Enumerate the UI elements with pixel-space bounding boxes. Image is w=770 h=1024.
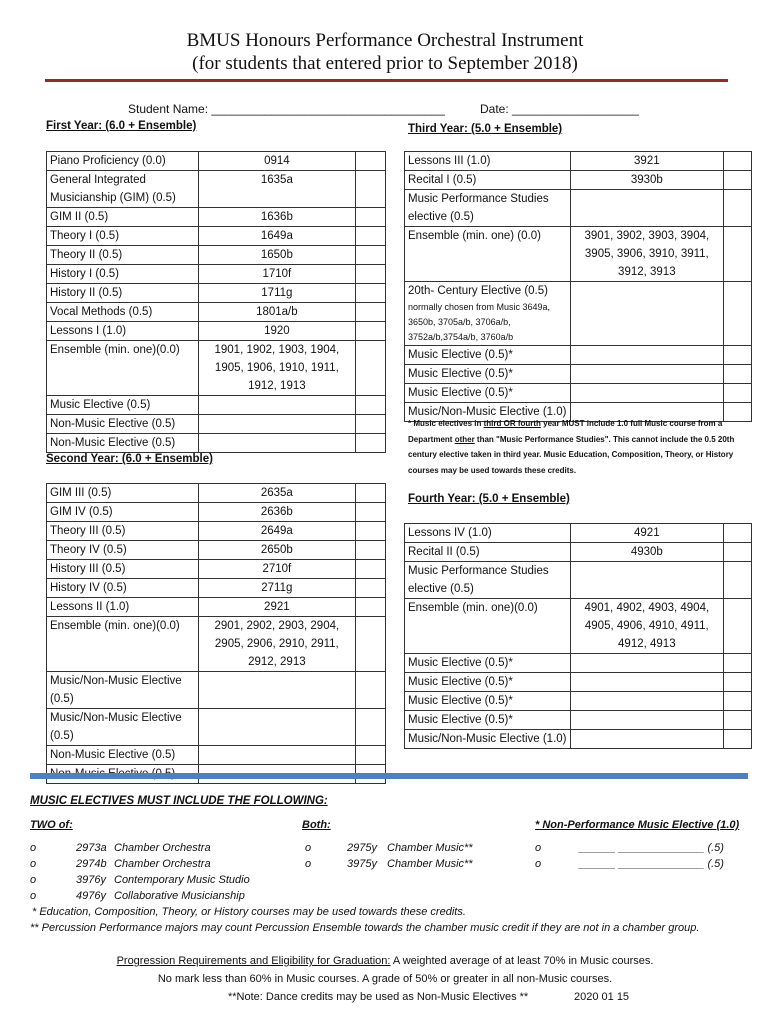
course-name [405, 190, 571, 227]
completion-box[interactable] [724, 599, 752, 654]
course-row [47, 434, 386, 453]
course-row [47, 503, 386, 522]
course-row [405, 190, 752, 227]
completion-box[interactable] [356, 246, 386, 265]
course-row [47, 522, 386, 541]
course-code: 3930b [570, 171, 723, 190]
elective-code: 3975y [347, 858, 377, 870]
completion-box[interactable] [724, 190, 752, 227]
course-label: 20th- Century Elective (0.5) [408, 285, 548, 297]
course-label: Theory III (0.5) [50, 525, 126, 537]
course-row [47, 579, 386, 598]
title-line-1: BMUS Honours Performance Orchestral Instrument [186, 30, 584, 51]
course-label: Non-Music Elective (0.5) [50, 418, 176, 430]
course-name [47, 341, 199, 396]
course-label: Lessons II (1.0) [50, 601, 130, 613]
elective-name: Chamber Music** [387, 858, 473, 870]
elective-name: Chamber Music** [387, 842, 473, 854]
course-row [47, 598, 386, 617]
course-name [405, 654, 571, 673]
course-label: Ensemble (min. one)(0.0) [50, 620, 180, 632]
course-label: Music Performance Studies elective (0.5) [408, 193, 549, 223]
course-name [47, 227, 199, 246]
bullet: o [30, 842, 37, 854]
course-code: 3901, 3902, 3903, 3904, 3905, 3906, 3910, 3911, 3912, 3913 [570, 227, 723, 282]
completion-box[interactable] [356, 598, 386, 617]
completion-box[interactable] [724, 543, 752, 562]
course-name [47, 265, 199, 284]
bullet: o [535, 858, 542, 870]
completion-box[interactable] [356, 484, 386, 503]
course-code [198, 396, 355, 415]
course-code [570, 692, 723, 711]
completion-box[interactable] [356, 341, 386, 396]
course-name [47, 579, 199, 598]
course-code [570, 346, 723, 365]
completion-box[interactable] [356, 541, 386, 560]
course-name [405, 730, 571, 749]
course-code: 3921 [570, 152, 723, 171]
course-row [405, 730, 752, 749]
completion-box[interactable] [724, 171, 752, 190]
bullet: o [305, 842, 312, 854]
course-label: Music Elective (0.5) [50, 399, 151, 411]
course-row [47, 560, 386, 579]
completion-box[interactable] [356, 208, 386, 227]
course-name [47, 560, 199, 579]
second-year-heading: Second Year: (6.0 + Ensemble) [46, 453, 213, 465]
completion-box[interactable] [356, 709, 386, 746]
course-name [405, 524, 571, 543]
course-label: Recital II (0.5) [408, 546, 480, 558]
course-label: Non-Music Elective (0.5) [50, 749, 176, 761]
course-row [405, 673, 752, 692]
course-code: 4901, 4902, 4903, 4904, 4905, 4906, 4910, 4911, 4912, 4913 [570, 599, 723, 654]
course-row [47, 396, 386, 415]
course-code [198, 434, 355, 453]
third-year-note [408, 416, 738, 478]
course-row [47, 415, 386, 434]
course-row [405, 654, 752, 673]
course-label: Music Elective (0.5)* [408, 657, 513, 669]
course-code: 1649a [198, 227, 355, 246]
course-label: Music/Non-Music Elective (1.0) [408, 733, 567, 745]
course-name [47, 617, 199, 672]
course-label: History I (0.5) [50, 268, 120, 280]
course-label: Music/Non-Music Elective (1.0) [408, 406, 567, 418]
bullet: o [30, 890, 37, 902]
completion-box[interactable] [356, 265, 386, 284]
completion-box[interactable] [356, 284, 386, 303]
course-label: Music Elective (0.5)* [408, 714, 513, 726]
completion-box[interactable] [356, 322, 386, 341]
course-name [405, 562, 571, 599]
course-label: Ensemble (min. one)(0.0) [50, 344, 180, 356]
course-label: Music Elective (0.5)* [408, 349, 513, 361]
course-row [47, 541, 386, 560]
course-label: Music Elective (0.5)* [408, 368, 513, 380]
course-label: Non-Music Elective (0.5) [50, 437, 176, 449]
completion-box[interactable] [724, 384, 752, 403]
course-name [47, 284, 199, 303]
completion-box[interactable] [356, 746, 386, 765]
third-year-table [404, 151, 752, 422]
course-sub-note: normally chosen from Music 3649a, 3650b, 3705a/b, 3706a/b, 3752a/b,3754a/b, 3760a/b [408, 302, 551, 342]
page-title [0, 29, 770, 75]
course-row [47, 672, 386, 709]
course-name [405, 711, 571, 730]
course-row [47, 152, 386, 171]
course-row [405, 365, 752, 384]
course-label: Ensemble (min. one) (0.0) [408, 230, 541, 242]
course-row [405, 692, 752, 711]
course-code [570, 190, 723, 227]
course-label: GIM III (0.5) [50, 487, 112, 499]
course-name [47, 415, 199, 434]
progression-text: A weighted average of at least 70% in Music courses. [390, 955, 654, 967]
third-year-heading: Third Year: (5.0 + Ensemble) [408, 123, 563, 135]
course-code [570, 673, 723, 692]
course-label: Lessons I (1.0) [50, 325, 127, 337]
two-of-label: TWO of: [30, 819, 73, 831]
course-code: 1635a [198, 171, 355, 208]
elective-name: Chamber Orchestra [114, 858, 211, 870]
elective-code: 2974b [76, 858, 107, 870]
completion-box[interactable] [356, 579, 386, 598]
course-name [405, 384, 571, 403]
course-code: 2901, 2902, 2903, 2904, 2905, 2906, 2910, 2911, 2912, 2913 [198, 617, 355, 672]
completion-box[interactable] [356, 171, 386, 208]
completion-box[interactable] [356, 560, 386, 579]
course-label: Music/Non-Music Elective (0.5) [50, 712, 182, 742]
progression-line-2: No mark less than 60% in Music courses. A grade of 50% or greater in all non-Music courses. [157, 973, 613, 985]
bullet: o [30, 858, 37, 870]
course-row [47, 171, 386, 208]
course-label: Piano Proficiency (0.0) [50, 155, 166, 167]
course-label: Theory IV (0.5) [50, 544, 127, 556]
elective-code: 3976y [76, 874, 106, 886]
course-row [405, 711, 752, 730]
course-label: General Integrated Musicianship (GIM) (0.5) [50, 174, 176, 204]
electives-note-2: ** Percussion Performance majors may count Percussion Ensemble towards the chamber music credit if they are not in a chamber group. [30, 922, 700, 934]
completion-box[interactable] [724, 673, 752, 692]
course-row [47, 322, 386, 341]
bullet: o [305, 858, 312, 870]
course-name [405, 171, 571, 190]
course-label: Recital I (0.5) [408, 174, 477, 186]
elective-code: 2973a [76, 842, 107, 854]
course-code [570, 282, 723, 346]
course-name [47, 246, 199, 265]
course-name [47, 208, 199, 227]
course-name [47, 709, 199, 746]
date-field[interactable]: Date: ___________________ [480, 102, 639, 116]
note-part-b: third OR fourth [483, 419, 541, 428]
completion-box[interactable] [724, 365, 752, 384]
course-name [47, 503, 199, 522]
course-row [47, 265, 386, 284]
course-row [405, 524, 752, 543]
section-divider [30, 773, 748, 779]
title-line-2: (for students that entered prior to September 2018) [192, 53, 578, 74]
course-row [405, 152, 752, 171]
course-name [47, 541, 199, 560]
elective-name: Contemporary Music Studio [114, 874, 250, 886]
completion-box[interactable] [724, 711, 752, 730]
course-row [47, 709, 386, 746]
course-name [47, 322, 199, 341]
course-label: History IV (0.5) [50, 582, 127, 594]
course-code: 1901, 1902, 1903, 1904, 1905, 1906, 1910, 1911, 1912, 1913 [198, 341, 355, 396]
fourth-year-table [404, 523, 752, 749]
course-row [405, 171, 752, 190]
course-row [405, 384, 752, 403]
course-name [47, 303, 199, 322]
elective-name: Collaborative Musicianship [114, 890, 245, 902]
completion-box[interactable] [356, 503, 386, 522]
bullet: o [535, 842, 542, 854]
course-label: Theory II (0.5) [50, 249, 123, 261]
course-row [47, 227, 386, 246]
course-row [47, 246, 386, 265]
course-name [405, 692, 571, 711]
progression-line [0, 955, 770, 967]
course-code [570, 730, 723, 749]
course-row [405, 346, 752, 365]
course-name [405, 152, 571, 171]
course-label: Music Elective (0.5)* [408, 676, 513, 688]
course-code: 0914 [198, 152, 355, 171]
course-name [405, 365, 571, 384]
course-row [47, 746, 386, 765]
completion-box[interactable] [724, 152, 752, 171]
course-row [47, 303, 386, 322]
dance-note: **Note: Dance credits may be used as Non-Music Electives ** [228, 991, 529, 1003]
student-name-field[interactable]: Student Name: ___________________________________ [128, 102, 445, 116]
course-code: 1711g [198, 284, 355, 303]
second-year-table [46, 483, 386, 784]
course-code: 2636b [198, 503, 355, 522]
course-name [47, 171, 199, 208]
completion-box[interactable] [724, 524, 752, 543]
course-name [47, 522, 199, 541]
course-label: GIM IV (0.5) [50, 506, 113, 518]
course-row [405, 227, 752, 282]
completion-box[interactable] [356, 415, 386, 434]
course-name [47, 746, 199, 765]
course-code: 1801a/b [198, 303, 355, 322]
completion-box[interactable] [356, 522, 386, 541]
course-label: Music/Non-Music Elective (0.5) [50, 675, 182, 705]
course-label: Lessons IV (1.0) [408, 527, 492, 539]
course-label: Music Elective (0.5)* [408, 695, 513, 707]
completion-box[interactable] [724, 654, 752, 673]
course-code [570, 365, 723, 384]
course-name [405, 227, 571, 282]
course-code [198, 415, 355, 434]
course-row [405, 599, 752, 654]
note-part-a: * Music electives in [408, 419, 484, 428]
course-label: Music Elective (0.5)* [408, 387, 513, 399]
course-code: 2649a [198, 522, 355, 541]
course-label: Theory I (0.5) [50, 230, 120, 242]
completion-box[interactable] [356, 617, 386, 672]
course-name [405, 282, 571, 346]
footer-date: 2020 01 15 [574, 991, 630, 1003]
course-row [47, 284, 386, 303]
note-part-c: year MUST include 1.0 full Music course from a Department [408, 419, 723, 444]
course-name [405, 543, 571, 562]
first-year-table [46, 151, 386, 453]
completion-box[interactable] [356, 227, 386, 246]
completion-box[interactable] [356, 303, 386, 322]
course-code [570, 384, 723, 403]
course-label: Ensemble (min. one)(0.0) [408, 602, 538, 614]
course-row [47, 484, 386, 503]
course-row [47, 617, 386, 672]
nonperf-label: * Non-Performance Music Elective (1.0) [535, 819, 740, 831]
both-label: Both: [302, 819, 331, 831]
course-label: History II (0.5) [50, 287, 123, 299]
course-name [47, 396, 199, 415]
elective-blank[interactable]: ______ ______________ (.5) [579, 858, 724, 870]
completion-box[interactable] [724, 346, 752, 365]
course-name [405, 599, 571, 654]
course-code [198, 746, 355, 765]
course-code [570, 711, 723, 730]
completion-box[interactable] [724, 692, 752, 711]
course-code: 2635a [198, 484, 355, 503]
course-code [570, 562, 723, 599]
course-label: History III (0.5) [50, 563, 126, 575]
completion-box[interactable] [356, 396, 386, 415]
first-year-heading: First Year: (6.0 + Ensemble) [46, 120, 197, 132]
title-rule [45, 79, 728, 82]
course-name [47, 672, 199, 709]
course-code: 4921 [570, 524, 723, 543]
completion-box[interactable] [356, 152, 386, 171]
course-label: Music Performance Studies elective (0.5) [408, 565, 549, 595]
course-code: 1636b [198, 208, 355, 227]
course-code: 4930b [570, 543, 723, 562]
completion-box[interactable] [724, 562, 752, 599]
elective-code: 4976y [76, 890, 106, 902]
course-name [47, 598, 199, 617]
course-code: 2711g [198, 579, 355, 598]
course-name [47, 434, 199, 453]
completion-box[interactable] [724, 730, 752, 749]
elective-name: Chamber Orchestra [114, 842, 211, 854]
course-label: GIM II (0.5) [50, 211, 109, 223]
course-name [47, 484, 199, 503]
course-code [198, 709, 355, 746]
course-code: 1710f [198, 265, 355, 284]
course-name [405, 346, 571, 365]
fourth-year-heading: Fourth Year: (5.0 + Ensemble) [408, 493, 570, 505]
course-code: 2650b [198, 541, 355, 560]
course-code: 2921 [198, 598, 355, 617]
completion-box[interactable] [724, 227, 752, 282]
course-code: 1650b [198, 246, 355, 265]
electives-heading: MUSIC ELECTIVES MUST INCLUDE THE FOLLOWING: [30, 795, 328, 807]
course-row [405, 562, 752, 599]
course-row [405, 282, 752, 346]
course-label: Vocal Methods (0.5) [50, 306, 153, 318]
progression-label: Progression Requirements and Eligibility for Graduation: [116, 955, 391, 967]
note-part-d: other [454, 434, 475, 444]
note-part-e: than "Music Performance Studies". This cannot include the 0.5 20th century elective taken in third year. Music Education, Composition, Theory, or History courses may be used towards these credits. [408, 434, 735, 475]
course-row [47, 341, 386, 396]
course-code [570, 654, 723, 673]
elective-code: 2975y [347, 842, 377, 854]
completion-box[interactable] [356, 672, 386, 709]
completion-box[interactable] [724, 282, 752, 346]
bullet: o [30, 874, 37, 886]
elective-blank[interactable]: ______ ______________ (.5) [579, 842, 724, 854]
course-row [47, 208, 386, 227]
course-name [47, 152, 199, 171]
course-code: 1920 [198, 322, 355, 341]
completion-box[interactable] [356, 434, 386, 453]
electives-note-1: * Education, Composition, Theory, or History courses may be used towards these credits. [32, 906, 466, 918]
course-code [198, 672, 355, 709]
course-row [405, 543, 752, 562]
course-label: Lessons III (1.0) [408, 155, 491, 167]
course-code: 2710f [198, 560, 355, 579]
course-name [405, 673, 571, 692]
